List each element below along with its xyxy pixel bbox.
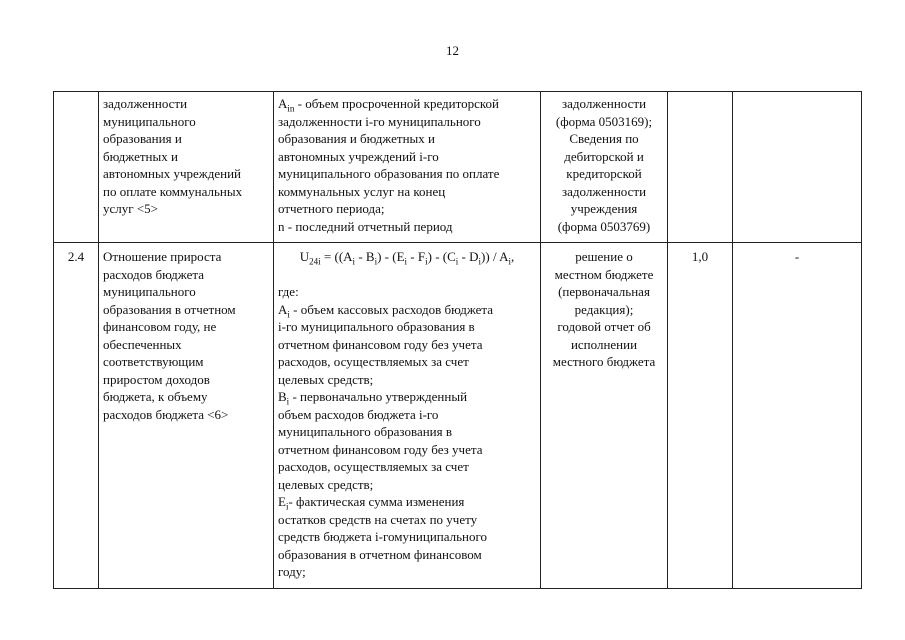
indicator-name-line: муниципального [103,284,196,299]
definition-line: целевых средств; [278,476,374,492]
source-line: кредиторской [566,166,642,181]
row-number-cell [54,92,99,243]
source-line: учреждения [570,201,638,216]
table-row [54,243,862,589]
source-line: задолженности [561,96,647,111]
formula-line: автономных учреждений i-го [278,148,439,164]
definition-line: отчетном финансовом году без учета [278,441,483,457]
formula-cell [274,243,541,589]
definition-line: расходов, осуществляемых за счет [278,459,469,474]
definition-line: объем расходов бюджета i-го [278,406,439,422]
source-line: Сведения по [569,131,639,146]
source-line: местного бюджета [552,354,656,369]
formula-line: муниципального образования по оплате [278,166,500,181]
definition-line: расходов, осуществляемых за счет [278,354,469,369]
row-number-cell [54,243,99,589]
indicator-name-line: обеспеченных [103,336,182,352]
page-number: 12 [446,43,459,58]
indicator-name-line: соответствующим [103,354,204,369]
definition-line: i-го муниципального образования в [278,319,475,334]
value-cell [733,243,862,589]
definition-line: образования в отчетном финансовом [278,546,482,562]
indicator-name-cell [99,243,274,589]
indicator-name-line: приростом доходов [103,371,210,387]
indicator-name-line: услуг <5> [103,201,159,216]
table-row [54,92,862,243]
variable: A [278,96,288,111]
indicator-name-line: задолженности [103,96,188,111]
source-line: (форма 0503169); [555,113,653,129]
formula-expression: $U_{24i} = ((A_i - B_i) - (E_i - F_i) - (C_i - D_i)) / A_i$, [299,249,515,267]
definition-e-first: $E_i-$ фактическая сумма изменения [278,494,465,512]
indicator-name-line: расходов бюджета <6> [103,406,229,422]
source-line: решение о [575,249,633,264]
indicator-name-line: Отношение прироста [103,249,222,264]
source-line: (форма 0503769) [557,218,651,234]
definition-b-first: $B_i$ - первоначально утвержденный [278,389,468,407]
source-line: (первоначальная [558,284,650,299]
definition-line: году; [278,564,306,579]
definition-a-first: $A_i$ - объем кассовых расходов бюджета [278,301,494,320]
formula-cell [274,92,541,243]
indicator-name-line: автономных учреждений [103,166,242,181]
source-line: дебиторской и [564,148,644,164]
indicator-name-line: финансовом году, не [103,319,217,334]
value-cell [733,92,862,243]
formula-line: коммунальных услуг на конец [278,183,446,199]
indicator-value: - [794,249,800,264]
indicator-name-line: образования в отчетном [103,301,236,317]
definition-line: муниципального образования в [278,424,452,439]
indicator-table [53,91,862,589]
indicator-name-line: бюджетных и [103,148,178,164]
formula-line: n - последний отчетный период [278,218,453,234]
formula-line: задолженности i-го муниципального [278,113,481,129]
source-line: задолженности [561,183,647,199]
definition-line: отчетном финансовом году без учета [278,336,483,352]
source-line: местном бюджете [554,266,654,282]
indicator-name-line: бюджета, к объему [103,389,208,404]
indicator-name-line: расходов бюджета [103,266,204,282]
formula-line: отчетного периода; [278,201,385,216]
source-line: исполнении [570,336,638,352]
definition-line: целевых средств; [278,371,374,387]
source-line: годовой отчет об [557,319,651,334]
row-number: 2.4 [67,249,85,264]
weight-cell [668,92,733,243]
formula-first-line [278,95,536,113]
source-cell [541,243,668,589]
formula-text: - объем просроченной кредиторской [294,96,500,111]
source-cell [541,92,668,243]
indicator-name-line: по оплате коммунальных [103,183,243,199]
definition-line: остатков средств на счетах по учету [278,511,478,527]
source-line: редакция); [574,301,634,317]
formula-line: образования и бюджетных и [278,131,435,146]
definition-line: средств бюджета i-гомуниципального [278,529,488,544]
where-label: где: [278,284,299,299]
weight-value: 1,0 [691,249,709,264]
weight-cell [668,243,733,589]
indicator-name-line: муниципального [103,113,196,129]
variable-subscript: in [287,103,295,114]
indicator-name-cell [99,92,274,243]
indicator-name-line: образования и [103,131,182,146]
